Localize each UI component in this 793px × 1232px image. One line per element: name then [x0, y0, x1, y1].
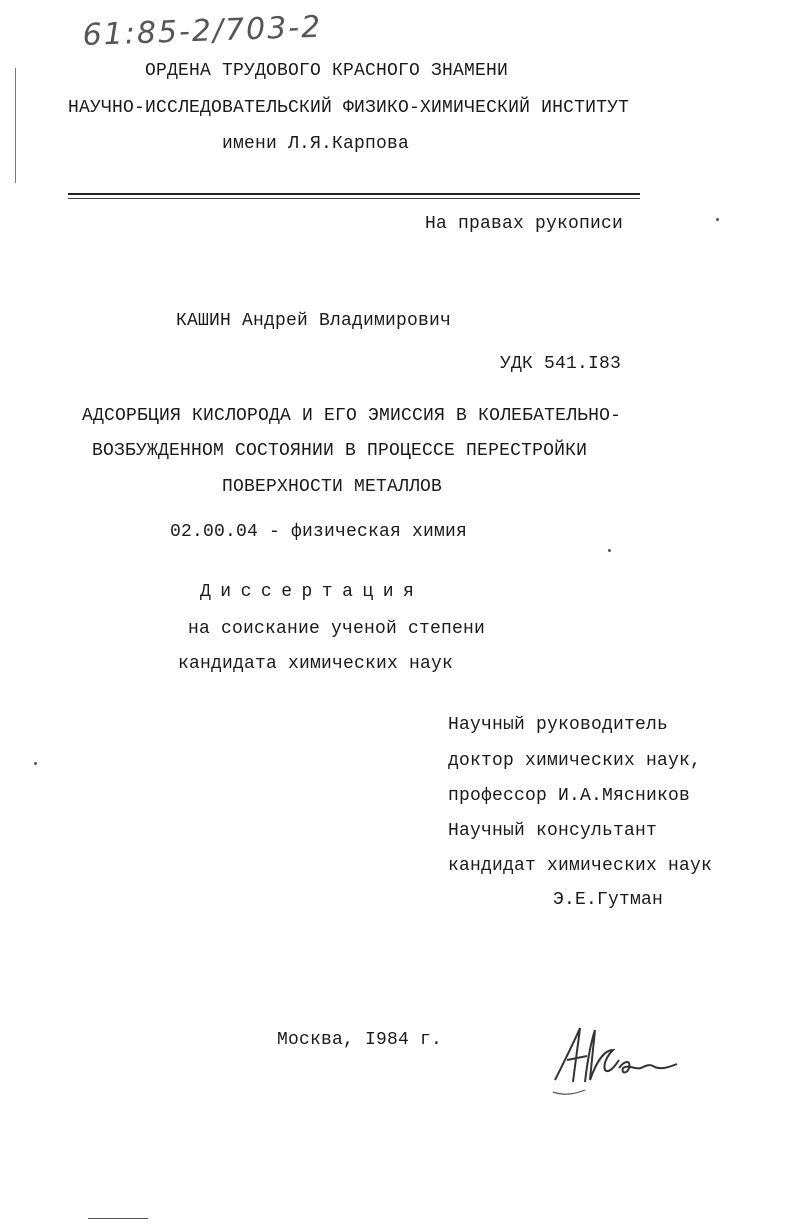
advisor-degree: доктор химических наук, — [448, 751, 702, 771]
consultant-degree: кандидат химических наук — [448, 856, 713, 876]
header-divider-secondary — [68, 198, 640, 199]
title-line-2: ВОЗБУЖДЕННОМ СОСТОЯНИИ В ПРОЦЕССЕ ПЕРЕСТРОЙКИ — [92, 441, 588, 461]
scan-speck — [608, 549, 611, 552]
bottom-scan-line — [88, 1218, 148, 1219]
title-line-3: ПОВЕРХНОСТИ МЕТАЛЛОВ — [222, 477, 443, 497]
handwritten-archive-code: 61:85-2/703-2 — [82, 9, 323, 53]
consultant-role: Научный консультант — [448, 821, 658, 841]
specialty-code: 02.00.04 - физическая химия — [170, 522, 468, 542]
header-named-after: имени Л.Я.Карпова — [222, 134, 410, 154]
header-order-line: ОРДЕНА ТРУДОВОГО КРАСНОГО ЗНАМЕНИ — [145, 61, 509, 81]
handwritten-signature-icon — [545, 1020, 685, 1100]
scan-speck — [34, 762, 37, 765]
dissertation-degree-line: на соискание ученой степени — [188, 619, 486, 639]
dissertation-heading: Диссертация — [200, 582, 424, 602]
place-year: Москва, I984 г. — [277, 1030, 443, 1050]
author-name: КАШИН Андрей Владимирович — [176, 311, 452, 331]
rights-note: На правах рукописи — [425, 214, 624, 234]
title-line-1: АДСОРБЦИЯ КИСЛОРОДА И ЕГО ЭМИССИЯ В КОЛЕБАТЕЛЬНО- — [82, 406, 622, 426]
header-divider — [68, 193, 640, 195]
advisor-role: Научный руководитель — [448, 715, 669, 735]
consultant-name: Э.Е.Гутман — [553, 890, 664, 910]
udc-code: УДК 541.I83 — [500, 354, 622, 374]
header-institute-line: НАУЧНО-ИССЛЕДОВАТЕЛЬСКИЙ ФИЗИКО-ХИМИЧЕСКИЙ ИНСТИТУТ — [68, 98, 630, 118]
advisor-name: профессор И.А.Мясников — [448, 786, 691, 806]
dissertation-field-line: кандидата химических наук — [178, 654, 454, 674]
margin-scan-line — [15, 68, 16, 183]
scan-speck — [716, 218, 719, 221]
